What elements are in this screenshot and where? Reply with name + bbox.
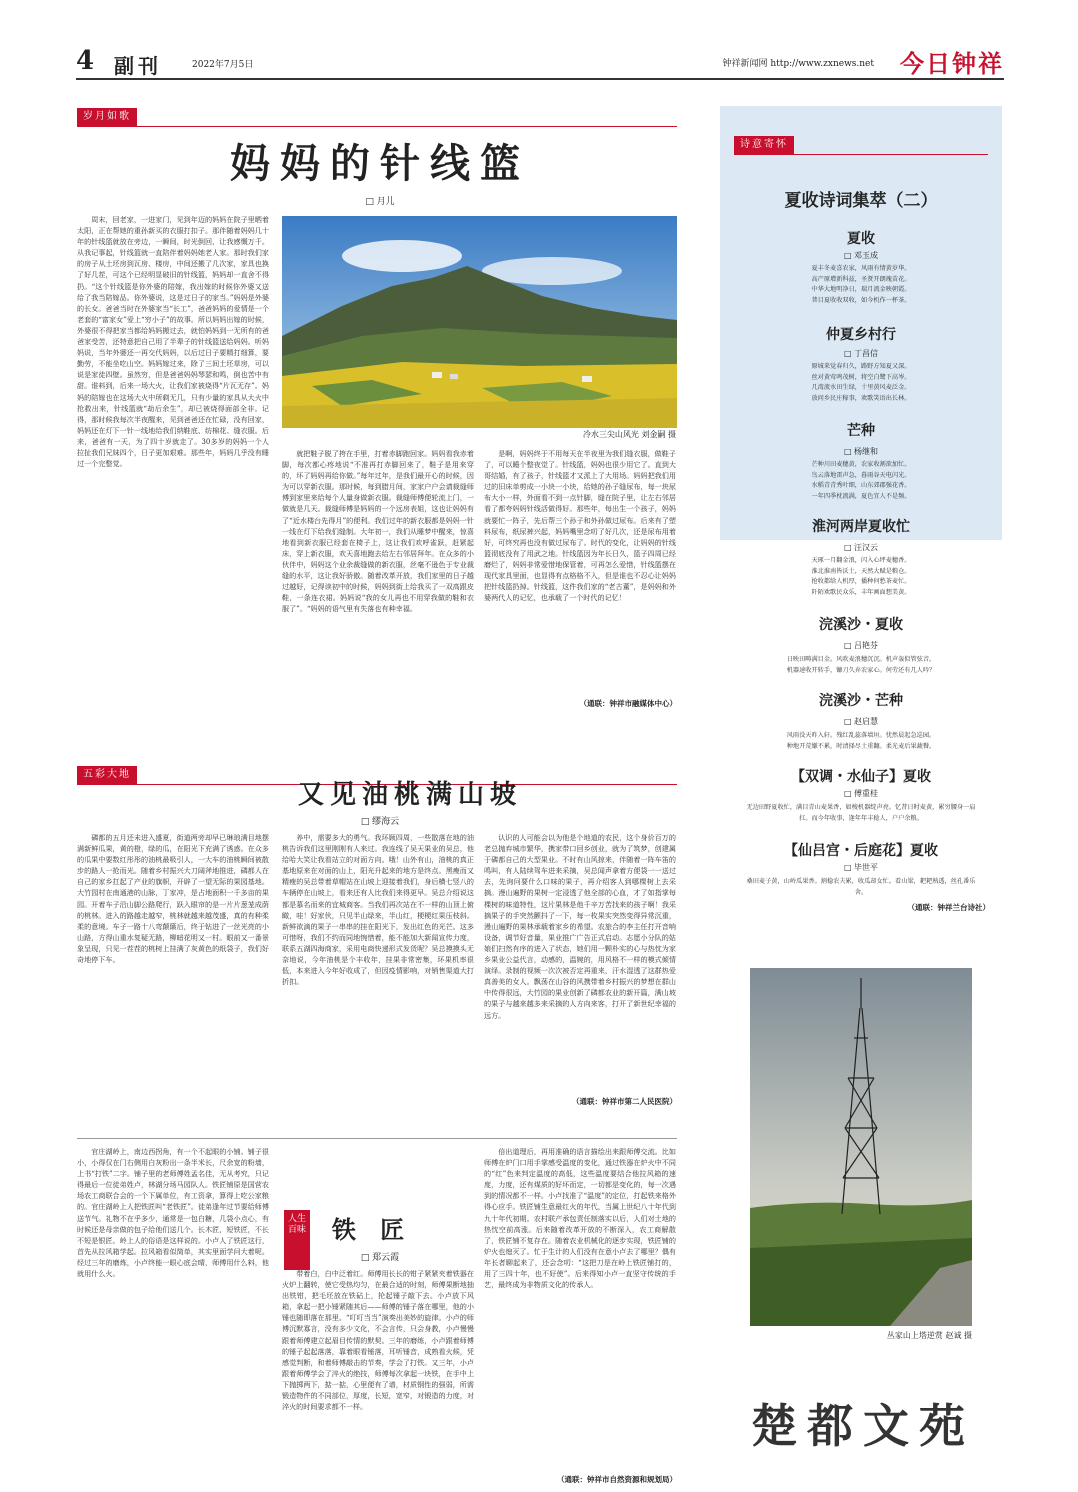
tag-rule (77, 126, 677, 127)
issue-date: 2022年7月5日 (192, 60, 254, 70)
section-tag-wucai: 五彩大地 (77, 766, 137, 784)
landscape-photo (282, 216, 677, 428)
newspaper-logo: 今日钟祥 (900, 49, 1004, 78)
article3-column-2: 带着白，白中泛着红。师傅用长长的钳子紧紧夹着铁器在火炉上翻转，使它受热均匀，在最合适的时刻，师傅果断地抽出铁钳，把毛坯放在铁砧上，抡起锤子敲下去。小卢放下风箱，拿起一把小锤紧随其后——师傅的锤子落在哪里，他的小锤也随即落在那里。“叮叮当当”演奏出美妙的旋律。小卢的师傅沉默寡言，没有多少文化，不会言传，只会身教，小卢慢慢跟着师傅建立起眉目传情的默契。三年的磨练，小卢跟着师傅的锤子起起落落，靠着眼看锤落，耳听锤音，成熟看火候，凭感觉判断，和着师傅敲击的节奏，学会了打铁。又三年，小卢跟着师傅学会了淬火的绝技，师傅每次拿起一块铁，在手中上下抛掷两下，掂一掂，心里便有了谱，材质钢性的强弱，所需锻造物件的不同部位，厚度，长短，宽窄，对锻造的力度，对淬火的时间要求都不一样。 (282, 1269, 474, 1412)
mountain-landscape-image (282, 216, 677, 428)
poem-title: 浣溪沙・芒种 (819, 693, 903, 709)
tower-photo (750, 968, 972, 1326)
article2-byline: □ 缪海云 (360, 817, 400, 827)
poem-body: 无边田野夏收忙，满目青山麦果香，如梭机器绽声亮。忆昔日时麦黄，累穷腰身一肩扛。而今年收事，逢年年丰稔人，户户余粮。 (746, 804, 976, 822)
poem-body: 芒种川田麦穗黄，农家收割欲加忙。 鸟云落地雷声急，暮雨谷天电闪光。 水稻青青秀叶细，山东郊郡强花香。 一年四季枕流满，夏色宜人不是频。 (811, 461, 911, 500)
poem-title: 淮河两岸夏收忙 (812, 519, 910, 535)
masthead (76, 44, 1004, 80)
poem-author: □ 吕艳芬 (843, 641, 879, 650)
article3-column-3: 倍出道理后，再用准确的语言描绘出来跟师傅交流。比如师傅在炉门口用手掌感受温度的变化，通过铁器在炉火中不同的“红”色来判定温度的高低，这些温度要结合他拉风箱的速度，力度，还有煤质的好坏而定，一切都是变化的，每一次遇到的情况都不一样。小卢找准了“温度”的定位，打起铁来格外得心应手。铁匠铺生意最红火的年代，当属上世纪八十年代到九十年代初期。农村联产承包责任制落实以后，人们对土地的热忱空前高涨。后来随着改革开放的不断深入，农工商解散了，铁匠铺不复存在。随着农业机械化的逐步实现，铁匠铺的炉火也熄灭了。忙于生计的人们没有在意小卢去了哪里？偶有年长者聊起来了，还会念叨：“这把刀是在岭上铁匠铺打的，用了三四十年，也不好使”。后来得知小卢一直坚守传统的手艺，最终成为非物质文化的传承人。 (484, 1147, 676, 1290)
photo-caption: 冷水三尖山风光 刘金嗣 摄 (582, 430, 676, 439)
tag-rule (734, 154, 988, 155)
poem-title: 浣溪沙・夏收 (819, 617, 903, 633)
poem-author: □ 傅重桂 (843, 789, 879, 798)
tower-photo-caption: 丛家山上塔逆赏 赵诚 摄 (886, 1331, 972, 1340)
article2-column-1: 磷都的五月还未进入盛夏，街道两旁却早已琳琅满目地摆满新鲜瓜果，黄的橙，绿的瓜，在阳光下充满了诱惑。在众多的瓜果中要数红彤彤的油桃最吸引人，一大车的油桃瞬间被散步的路人一抢而光。随着乡村振兴大刀阔斧地推进，磷都人在自己的家乡扛起了产业的旗帜，开辟了一望无际的果园基地。大竹园村在南通港的山脉，丁家冲，是占地面积一千多亩的果园。开着车子沿山脚公路爬行，跃入眼帘的是一片片葱茏成荫的桃林。进入的路越走越窄，桃林就越来越茂盛，真的有种柔柔的意境。车子一路十八弯颠簸后，终于钻进了一丝光亮的小山路，方得山重水复疑无路，柳暗花明又一村。眼前又一番景象呈现，只见一茬茬的桃树上挂满了灰黄色的纸袋子，我们好奇地停下车。 (77, 833, 269, 965)
poem-author: □ 邓玉成 (843, 251, 879, 260)
article1-column-3: 是啊，妈妈终于不用每天在半夜里为我们缝衣服，做鞋子了，可以睡个整夜觉了。针线篮，妈妈也很少用它了。直到大哥结婚，有了孩子，针线篮才又派上了大用场。妈妈把我们用过的旧床单剪成一小块一小块，给她的孙子缝尿布，每一块尿布大小一样，外面看不到一点针脚，缝在院子里，让左右邻居看了都夸妈妈针线活做得好。那些年，每出生一个孩子，妈妈就要忙一阵子，先后帮三个孙子和外孙做过尿布。后来有了塑料尿布，纸尿裤兴起，妈妈嘴里念叨了好几次，还是尿布用着好，可终究再也没有做过尿布了。时代的变化，让妈妈的针线篮彻底没有了用武之地。针线篮因为年长日久，篮子四周已经磨烂了，妈妈非常爱惜地保管着，可再怎么爱惜，针线篮摆在现代家具里面，也显得有点格格不入，但是谁也不忍心让妈妈把针线篮扔掉。针线篮，这件我们家的“老古董”，是妈妈和外婆两代人的记忆，也承载了一个时代的记忆！ (484, 449, 676, 603)
article2-column-2: 养中，需要多大的勇气。我环顾四周，一些散落在地的油桃告诉我们这里刚刚有人来过。我连线了吴天果业的吴总，他给哈大笑让我看站立的对面方向。哦！山外有山，油桃的真正基地原来在对面的山上，阳光升起来的地方是终点。黑瘦而又精瘦的吴总带着草帽站在山坡上迎接着我们，身后横七竖八的车辆停在山坡上，看来还有人比我们来得更早。吴总介绍说这都是慕名而来的宜城商客。当我们再次站在不一样的山顶上俯瞰，哇！好家伙，只见半山绿来，半山红，梗梗红果压枝斜。新鲜欲滴的果子一串串的挂在阳光下，发出红色的光芒。这多可惜呀，我们不约而同地惋惜着，能不能加大新闻宣传力度，联系五湖四海商家，采用电商快递形式发货呢？吴总摸摸头无奈地说，今年油桃是个丰收年，挂果非常密集，环果机率很低，本来进入今年好收成了，但因疫情影响，对销售渠道大打折扣。 (282, 833, 474, 987)
poem-body: 原城来觉春归久，路野方知夏又深。 丝对黄莺鸣茂树，将空白鹭下高岑。 几湾流水田生绿，十里黄风麦泛金。 放问乡民庄稼事，欢歌笑语出长林。 (811, 363, 911, 402)
poetry-collection-title: 夏收诗词集萃（二） (784, 191, 938, 211)
section-tag-shiyi: 诗意寄怀 (734, 136, 794, 154)
poetry-source: （通联：钟祥兰台诗社） (907, 903, 990, 912)
poem-body: 日映田畴满目金。风吹麦浪穗沉沉。机声轰似管弦音。 机器速收开转手，镰刀久弃农家心。何劳还有几人吟？ (786, 656, 936, 674)
article3-byline: □ 郑云霞 (360, 1253, 400, 1263)
section-name: 副刊 (114, 54, 162, 78)
poem-author: □ 毕世平 (843, 863, 879, 872)
poem-body: 桑田麦子黄，山岭瓜果香。割稳农夫累，收瓜却女忙。看山梁，耙耙熟透，丝孔番乐舍。 (746, 878, 976, 896)
poem-title: 芒种 (847, 423, 875, 439)
poem-body: 夏丰冬麦喜农家，风雨有情黄岁华。 高产原增新科兹，圣贤开朗瑰苗花。 中华大地明净日，瑞月流金映朝霞。 普目夏收收双收，如今机作一杯茶。 (811, 265, 911, 304)
poem-title: 【双调・水仙子】夏收 (791, 769, 931, 785)
section-tag-suiyue: 岁月如歌 (77, 108, 137, 126)
article-divider (77, 1138, 677, 1139)
poem-author: □ 赵启慧 (843, 717, 879, 726)
article2-column-3: 认识的人可能会以为他是个地道的农民，这个身价百万的老总抛弃城市繁华，携家带口回乡创业，就为了筑梦，创建属于磷都自己的大型果业。不时有山风掠来，伴随着一阵车笛的鸣叫，有人陆续驾车进来采摘，吴总闻声拿着方便袋一一送过去，先询问要什么口味的果子，再介绍客人到哪棵树上去采摘。漫山遍野的果树一定浸透了他全部的心血，才了如指掌每棵树的味道特性，这片果林是他千辛万苦找来的孩子啊！我采摘果子的手突然颤抖了一下，每一枚果实突然变得异常沉重，漫山遍野的果林承载着家乡的希望。农旅合的李主任打开音响设备，调节好音量，果业推广广告正式启动。志愿小分队的姑娘们扫然有序的进入了状态，她们用一颗朴实的心与热忱为家乡果业公益代言，动感的，温婉的，用风格不一样的模式倾情演绎。录制的视频一次次被否定再重来，汗水湿透了这群热爱真善美的女人。飘荡在山谷的风携带着乡村振兴的梦想在群山中传得很远，大竹园的果业创新了磷都农业的新开篇，满山坡的果子与越来越多来采摘的人方向来客，打开了新世纪幸福的远方。 (484, 833, 676, 1020)
poem-author: □ 汪汉云 (843, 543, 879, 552)
poem-title: 仲夏乡村行 (826, 327, 896, 343)
poem-author: □ 杨继和 (843, 447, 879, 456)
page-number: 4 (76, 46, 95, 76)
article1-byline: □ 月儿 (365, 197, 395, 207)
article1-column-1: 周末，回老家，一进家门，见到年迈的妈妈在院子里晒着太阳，正在帮她的重孙新买的衣服打扣子。那伴随着妈妈几十年的针线篮就放在旁边，一瞬间，时光倒回，让我感慨万千。从我记事起，针线篮就一直陪伴着妈妈她老人家。那时我们家的房子从土坯房到瓦房、楼房，中间还搬了几次家，家具也换了好几茬，可这个已经明显破旧的针线篮，妈妈却一直舍不得扔。“这个针线篮是你外婆的陪嫁，我出嫁的时候你外婆又送给了我当陪嫁品。你外婆说，这是过日子的家当。”妈妈是外婆的长女。爸爸当时在外婆家当“长工”，爸爸妈妈的爱情是一个老套的“富家女”爱上“穷小子”的故事。所以妈妈出嫁的时候，外婆很不得把家当都给妈妈搬过去，就怕妈妈到一无所有的爸爸家受苦，还特意把自己用了半辈子的针线篮送给妈妈。听妈妈说，当年外婆还一再交代妈妈，以后过日子要精打细算，要勤劳，不能坐吃山空。妈妈嫁过来，除了三间土坯草房，可以说是家徒四壁。虽然穷，但是爸爸妈妈琴瑟和鸣，倒也苦中有甜。谁料到，后来一场大火，让我们家被烧得“片瓦无存”。妈妈的陪嫁也在这场大火中所剩无几，只有少量的家具从大火中抢救出来，针线篮就“劫后余生”，却已被烧得面部全非。记得，那时候我每次半夜醒来，见到爸爸还在忙碌，没有回家，妈妈还在灯下一针一线地给我们纳鞋底、纺棉花、缝衣服。后来，爸爸有一天，为了四十岁就走了。30多岁的妈妈一个人拉扯我们兄妹四个，日子更加艰难。那些年，妈妈几乎没有睡过一个完整觉。 (77, 215, 269, 469)
poem-body: 风雨没天昨入轩。残红乱蕊落墙垣。忧然晨起急巡园。 种地开荒嫌不累，时清择尽土重翻。柔光麦后果蔬餐。 (786, 732, 936, 750)
article2-source: （通联：钟祥市第二人民医院） (572, 1097, 677, 1106)
article1-title: 妈妈的针线篮 (230, 140, 530, 187)
poem-title: 【仙吕宫・后庭花】夏收 (784, 843, 938, 859)
radio-tower-image (750, 968, 972, 1326)
article3-source: （通联：钟祥市自然资源和规划局） (557, 1475, 677, 1484)
article2-title: 又见油桃满山坡 (297, 780, 522, 810)
site-url[interactable]: 钟祥新闻网 http://www.zxnews.net (722, 59, 874, 69)
article1-source: （通联：钟祥市融媒体中心） (579, 699, 677, 708)
section-tag-rensheng: 人生百味 (284, 1210, 310, 1270)
article3-column-1: 官庄湖岭上，南边西拐角，有一个不起眼的小铺。铺子很小，小得仅在门右侧用白灰粉出一条半米长，尺余宽的粉墙，上书“打铁”二字。铺子里的老师傅姓孟名佳，无从考究，只记得最后一位徒弟姓卢，林湖分场马园队人。铁匠铺原是国营农场农工商联合会的一个下属单位，有工资拿，算得上吃公家粮的。官庄湖岭上人把铁匠叫“老铁匠”。徒弟逢年过节要给师傅送节气。礼物不在乎多少，通常是一包白糖，几袋小点心，有时候还是母亲做的包子给他们送几个。长木匠，短铁匠，不长不短是银匠。岭上人的俗语是这样说的。小卢人了铁匠这行，首先从拉风箱学起。拉风箱看似简单，其实里面学问大着呢。经过三年的磨炼，小卢终能一眼心底会晴，师傅用什么料，他就用什么火。 (77, 1147, 269, 1279)
poem-author: □ 丁昌信 (843, 349, 879, 358)
poem-title: 夏收 (847, 231, 875, 247)
article3-title: 铁 匠 (331, 1215, 413, 1244)
poem-body: 天琢一月翻金浪，闪入心坪麦穗香。 淮北淮南皆沃土，天然大赋是粮仓。 抢收都给人机厚，播种何愁茶麦忙。 阡陌欢歌民众乐，丰年画面想美黄。 (811, 557, 911, 596)
calligraphy-title: 楚都文苑 (751, 1399, 975, 1453)
article1-column-2: 就把鞋子脱了挎在手里，打着赤脚跑回家。妈妈看我赤着脚，每次都心疼地说“不准再打赤脚回来了，鞋子是用来穿的，坏了妈妈再给你做。”每年过年，是我们最开心的时候，因为可以穿新衣服。那时候，每到腊月间，家家户户会请裁缝师傅到家里来给每个人量身做新衣服。裁缝师傅便轮流上门，一做就是几天。裁缝师傅是妈妈的一个远房表姐，这也让妈妈有了“近水楼台先得月”的便利。我们过年的新衣服都是妈妈一针一线在灯下给我们缝制。大年初一，我们从睡梦中醒来，惊喜地看到新衣服已经套在椅子上，这让我们欢呼雀跃，赶紧起床，穿上新衣服，欢天喜地跑去给左右邻居拜年。在众多的小伙伴中，妈妈这个业余裁缝做的新衣服，丝毫不逊色于专业裁缝的水平，这让我好骄傲。随着改革开放，我们家里的日子越过越好，记得读初中的时候，妈妈到街上给我买了一双高跟皮鞋，一条连衣裙。妈妈说“我的女儿再也不用穿我做的鞋和衣服了”。“妈妈的语气里有失落也有种幸福。 (282, 449, 474, 614)
